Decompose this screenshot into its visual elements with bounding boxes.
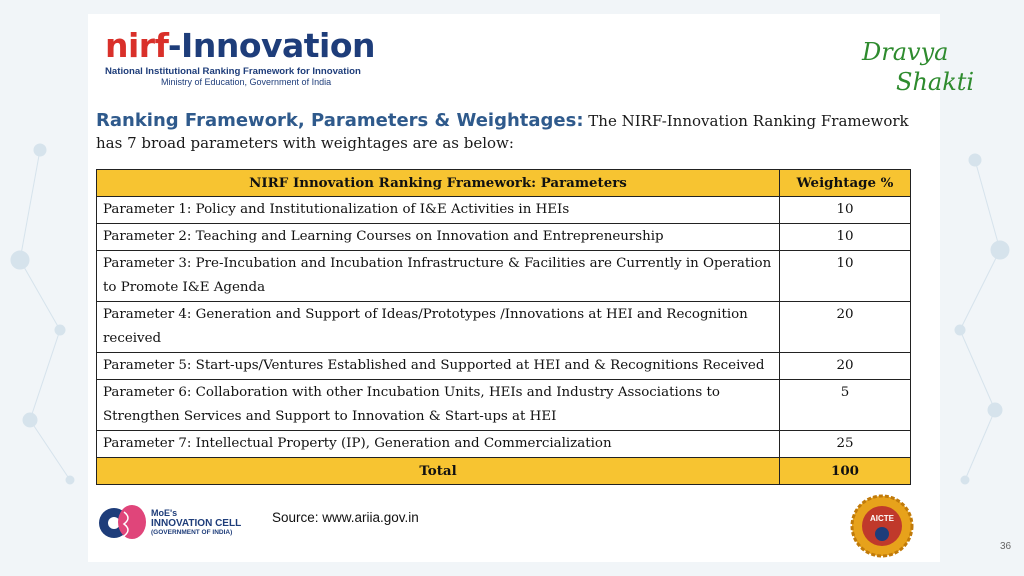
moe-line3: (GOVERNMENT OF INDIA)	[151, 529, 233, 536]
weightage-cell: 20	[780, 353, 911, 380]
aicte-label: AICTE	[870, 514, 894, 523]
heading-text: The NIRF-Innovation Ranking Framework has 7 broad parameters with weightages are as below:	[96, 112, 909, 152]
table-header-row	[97, 170, 911, 197]
parameter-cell: Parameter 6: Collaboration with other Incubation Units, HEIs and Industry Associations to Strengthen Services and Support to Innovation & Start-ups at HEI	[97, 380, 780, 431]
dravya-shakti-logo	[858, 30, 988, 110]
brand-line1: Dravya	[862, 38, 949, 66]
logo-ministry: Ministry of Education, Government of India	[161, 77, 332, 87]
heading-highlight: Ranking Framework, Parameters & Weightages:	[96, 110, 584, 131]
aicte-emblem	[850, 494, 914, 558]
weightage-cell: 10	[780, 224, 911, 251]
slide-heading	[96, 110, 926, 154]
brain-gear-icon	[96, 498, 148, 548]
logo-subtitle: National Institutional Ranking Framework for Innovation	[105, 66, 361, 77]
header-parameters: NIRF Innovation Ranking Framework: Parameters	[97, 170, 780, 197]
header-weightage: Weightage %	[780, 170, 911, 197]
parameter-cell: Parameter 7: Intellectual Property (IP), Generation and Commercialization	[97, 431, 780, 458]
moe-innovation-cell-logo	[96, 498, 256, 548]
table-row	[97, 431, 911, 458]
moe-line1: MoE's	[151, 508, 178, 518]
parameters-table	[96, 169, 911, 485]
moe-line2: INNOVATION CELL	[151, 518, 242, 529]
parameter-cell: Parameter 2: Teaching and Learning Courses on Innovation and Entrepreneurship	[97, 224, 780, 251]
table-row	[97, 197, 911, 224]
parameter-cell: Parameter 5: Start-ups/Ventures Established and Supported at HEI and & Recognitions Received	[97, 353, 780, 380]
logo-wordmark: nirf-Innovation	[105, 26, 376, 65]
weightage-cell: 10	[780, 197, 911, 224]
page-number: 36	[1000, 541, 1012, 552]
total-label: Total	[97, 458, 780, 485]
nirf-innovation-logo	[105, 28, 375, 98]
table-row	[97, 224, 911, 251]
weightage-cell: 20	[780, 302, 911, 353]
parameter-cell: Parameter 1: Policy and Institutionalization of I&E Activities in HEIs	[97, 197, 780, 224]
total-value: 100	[780, 458, 911, 485]
total-row	[97, 458, 911, 485]
table-row	[97, 380, 911, 431]
weightage-cell: 10	[780, 251, 911, 302]
source-text: Source: www.ariia.gov.in	[272, 510, 419, 525]
weightage-cell: 5	[780, 380, 911, 431]
parameter-cell: Parameter 4: Generation and Support of Ideas/Prototypes /Innovations at HEI and Recognition received	[97, 302, 780, 353]
weightage-cell: 25	[780, 431, 911, 458]
table-row	[97, 251, 911, 302]
brand-line2: Shakti	[896, 68, 975, 96]
table-row	[97, 302, 911, 353]
parameter-cell: Parameter 3: Pre-Incubation and Incubation Infrastructure & Facilities are Currently in Operation to Promote I&E Agenda	[97, 251, 780, 302]
table-row	[97, 353, 911, 380]
